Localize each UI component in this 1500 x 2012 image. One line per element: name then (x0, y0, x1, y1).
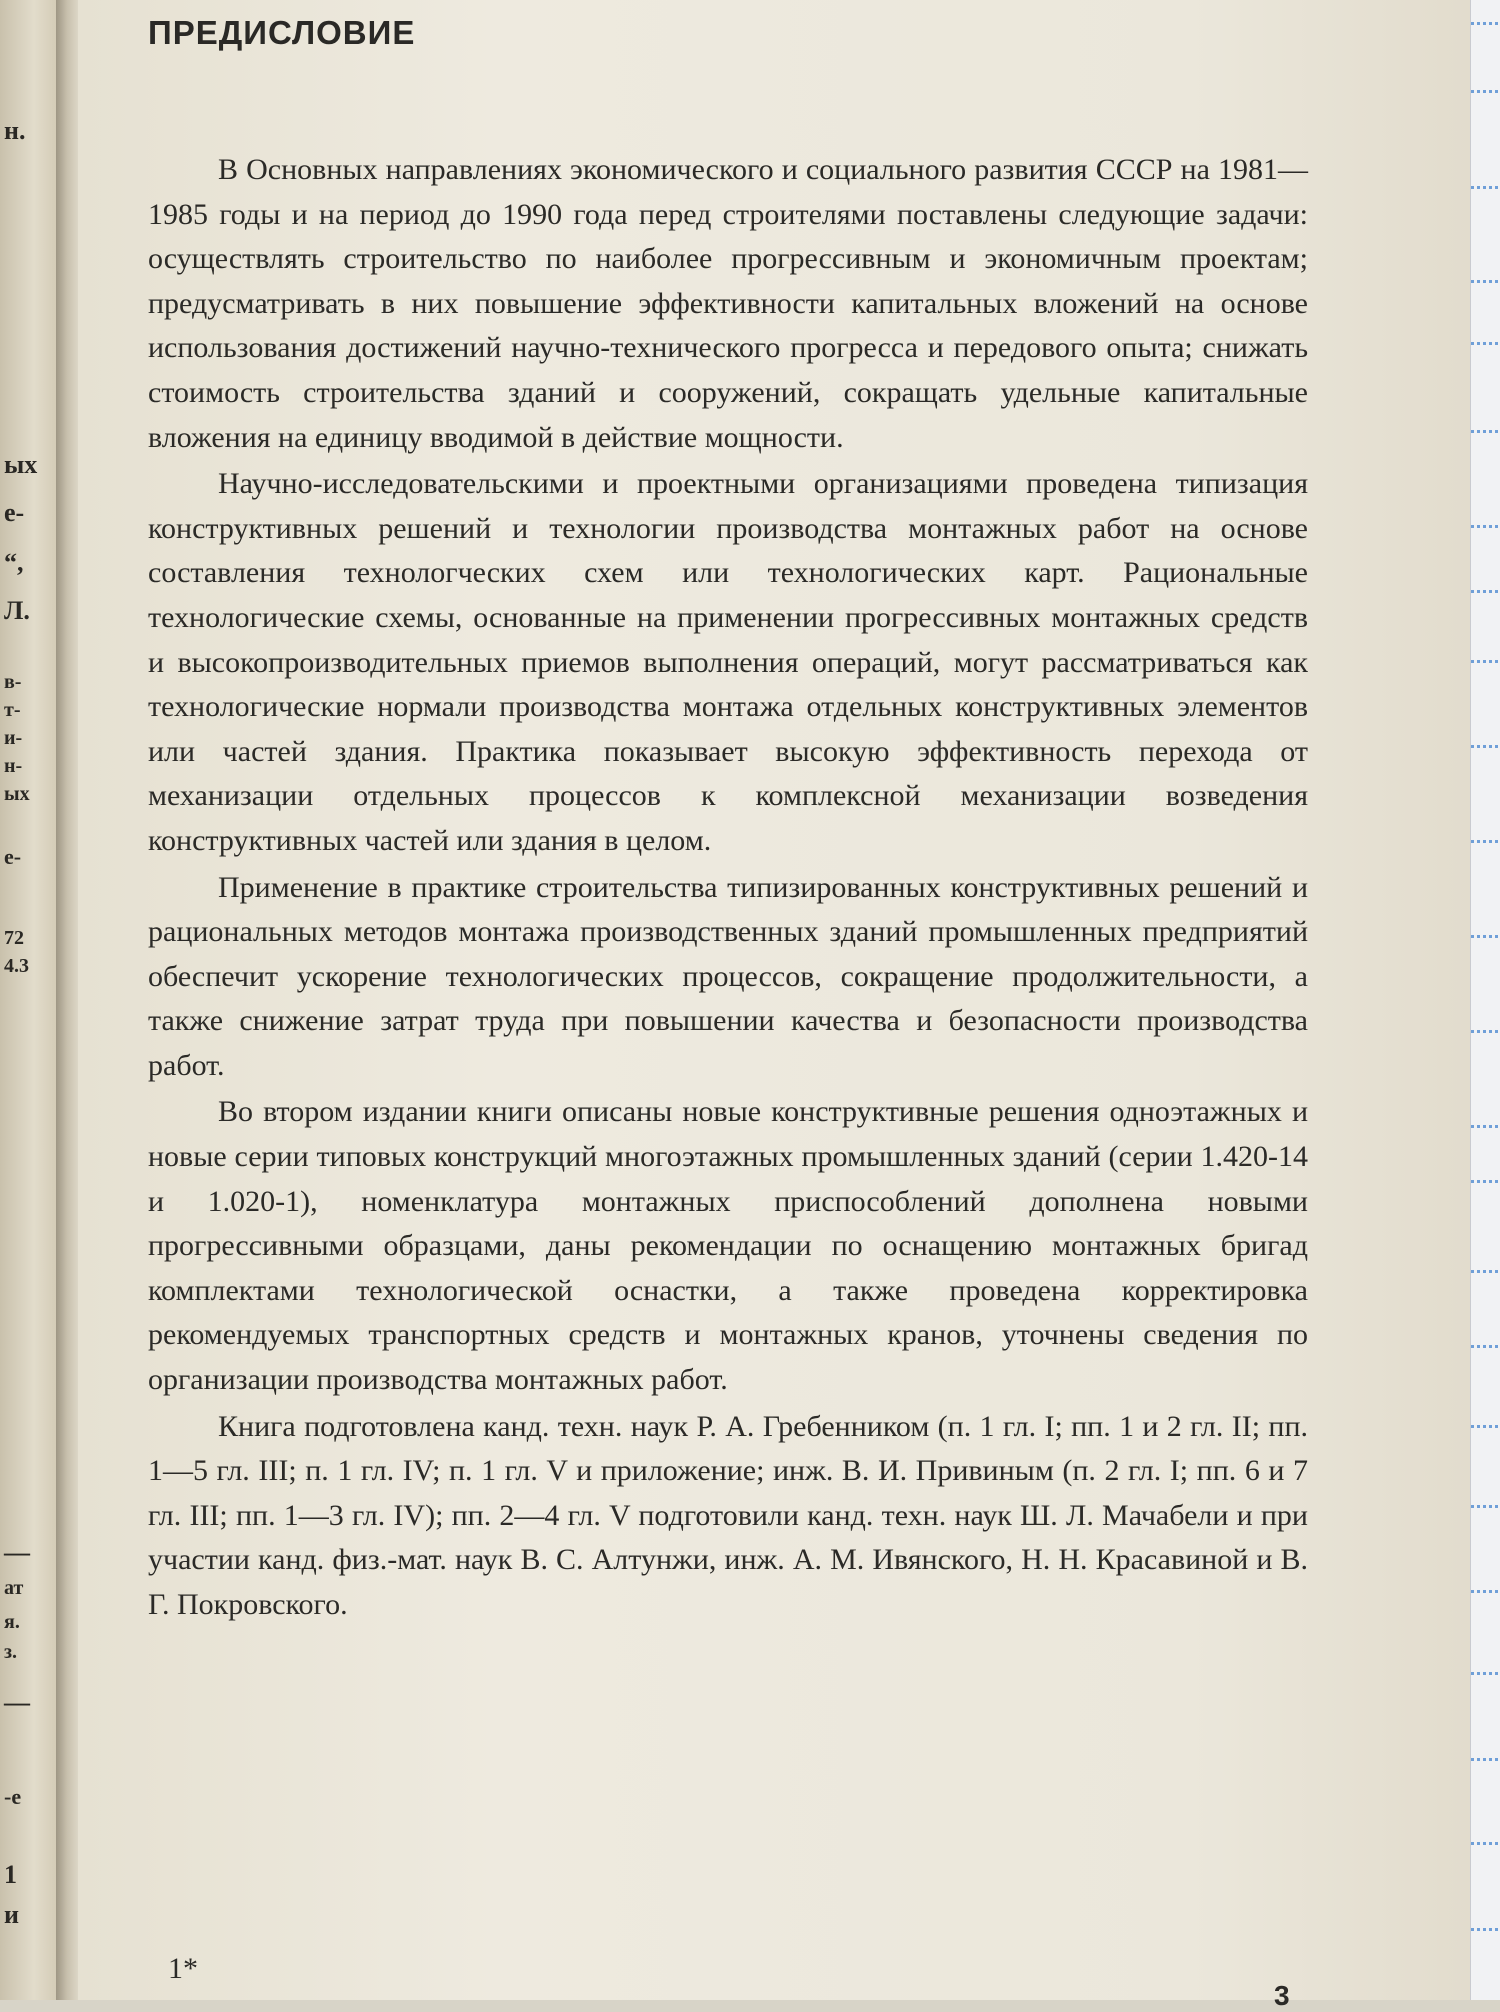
left-page-fragment: в- (4, 671, 22, 693)
left-facing-page (0, 0, 62, 2000)
left-page-fragment: н- (4, 755, 23, 777)
left-page-fragment: ых (4, 450, 38, 479)
left-page-fragment: ых (4, 783, 30, 805)
paragraph: Применение в практике строительства типизированных конструктивных решений и рациональных методов монтажа производственных зданий промышленных предприятий обеспечит ускорение технологических процессов, сокращение продолжительности, а также снижение затрат труда при повышении качества и безопасности производства работ. (148, 870, 1308, 1082)
notebook-edge (1470, 0, 1500, 2000)
paragraph: В Основных направлениях экономического и социального развития СССР на 1981—1985 годы и на период до 1990 года перед строителями поставлены следующие задачи: осуществлять строительство по наиболее прогрессивным и экономичным проектам; предусматривать в них повышение эффективности капитальных вложений на основе использования достижений научно-технического прогресса и передового опыта; снижать стоимость строительства зданий и сооружений, сокращать удельные капитальные вложения на единицу вводимой в действие мощности. (148, 153, 1308, 454)
left-page-fragment: — (4, 1688, 30, 1717)
left-page-fragment: и (4, 1900, 19, 1929)
left-page-fragment: н. (4, 116, 26, 145)
body-text (148, 148, 1308, 1628)
left-page-fragment: -е (4, 1784, 22, 1809)
left-page-fragment: е- (4, 844, 22, 869)
left-page-fragment: ат (4, 1577, 24, 1599)
left-page-fragment: — (4, 1538, 30, 1567)
left-page-fragment: з. (4, 1641, 18, 1663)
signature-mark: 1* (168, 1952, 198, 1985)
left-page-fragment: 4.3 (4, 955, 29, 977)
left-page-fragment: 1 (4, 1860, 17, 1889)
paragraph: Научно-исследовательскими и проектными организациями проведена типизация конструктивных решений и технологии производства монтажных работ на основе составления технологческих схем или технологических карт. Рациональные технологические схемы, основанные на применении прогрессивных монтажных средств и высокопроизводительных приемов выполнения операций, могут рассматриваться как технологические нормали производства монтажа отдельных конструктивных элементов или частей здания. Практика показывает высокую эффективность перехода от механизации отдельных процессов к комплексной механизации возведения конструктивных частей или здания в целом. (148, 467, 1308, 857)
left-page-fragment: т- (4, 699, 21, 721)
left-page-fragment: и- (4, 727, 23, 749)
left-page-fragment: я. (4, 1611, 20, 1633)
left-page-fragment: е- (4, 498, 25, 527)
page-number: 3 (1274, 1980, 1290, 2011)
paragraph: Книга подготовлена канд. техн. наук Р. А. Гребенником (п. 1 гл. I; пп. 1 и 2 гл. II; пп. 1—5 гл. III; п. 1 гл. IV; п. 1 гл. V и приложение; инж. В. И. Привиным (п. 2 гл. I; пп. 6 и 7 гл. III; пп. 1—3 гл. IV); пп. 2—4 гл. V подготовили канд. техн. наук Ш. Л. Мачабели и при участии канд. физ.-мат. наук В. С. Алтунжи, инж. А. М. Ивянского, Н. Н. Красавиной и В. Г. Покровского. (148, 1409, 1308, 1621)
left-page-fragment: 72 (4, 927, 24, 949)
left-page-fragment: Л. (4, 596, 30, 625)
paragraph: Во втором издании книги описаны новые конструктивные решения одноэтажных и новые серии типовых конструкций многоэтажных промышленных зданий (серии 1.420-14 и 1.020-1), номенклатура монтажных приспособлений дополнена новыми прогрессивными образцами, даны рекомендации по оснащению монтажных бригад комплектами технологической оснастки, а также проведена корректировка рекомендуемых транспортных средств и монтажных кранов, уточнены сведения по организации производства монтажных работ. (148, 1095, 1308, 1397)
left-page-fragment: “, (4, 548, 24, 577)
page-title: ПРЕДИСЛОВИЕ (148, 14, 416, 51)
